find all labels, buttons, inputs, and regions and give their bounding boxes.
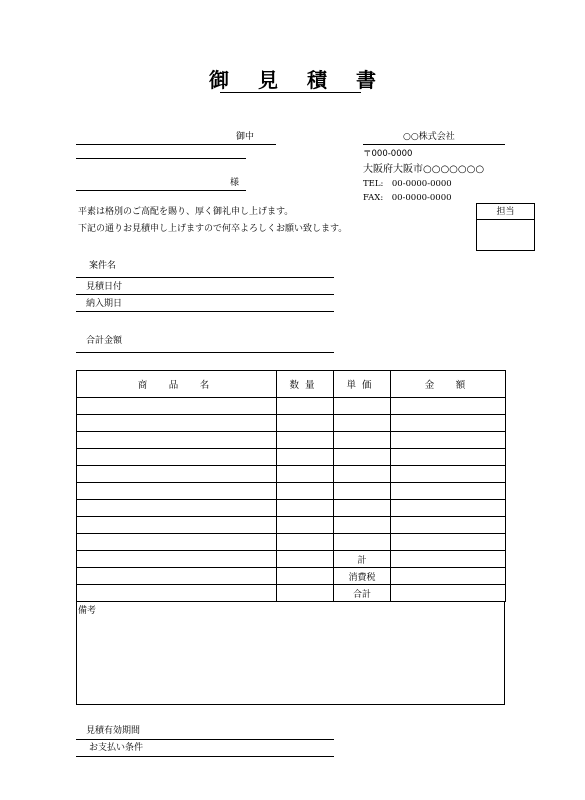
greeting-line-2: 下記の通りお見積申し上げますので何卒よろしくお願い致します。 <box>78 224 348 234</box>
table-row[interactable] <box>77 432 506 449</box>
tanto-divider <box>476 219 535 220</box>
header-item-name: 商 品 名 <box>77 371 277 398</box>
document-title <box>0 64 585 93</box>
recipient-line-2 <box>76 158 246 159</box>
header-amount: 金 額 <box>391 371 506 398</box>
subtotal-label: 計 <box>334 551 391 568</box>
mitsumori-date-line <box>76 294 334 295</box>
table-row[interactable] <box>77 398 506 415</box>
shiharai-label: お支払い条件 <box>89 743 144 753</box>
sama-label: 様 <box>230 178 240 188</box>
notes-box[interactable] <box>76 602 505 705</box>
company-fax: FAX: 00-0000-0000 <box>363 193 452 203</box>
table-row[interactable] <box>77 449 506 466</box>
goukei-label: 合計金額 <box>86 336 123 346</box>
title-char: 御 <box>209 68 230 92</box>
anken-line <box>76 277 334 278</box>
recipient-line-3 <box>76 190 246 191</box>
summary-row-total <box>77 585 506 602</box>
nounyu-label: 納入期日 <box>86 299 123 309</box>
title-underline <box>220 92 361 93</box>
onchu-label: 御中 <box>236 132 255 142</box>
table-row[interactable] <box>77 500 506 517</box>
tax-label: 消費税 <box>334 568 391 585</box>
table-header-row <box>77 371 506 398</box>
table-row[interactable] <box>77 466 506 483</box>
table-row[interactable] <box>77 483 506 500</box>
company-address: 大阪府大阪市○○○○○○○ <box>363 164 485 175</box>
table-row[interactable] <box>77 534 506 551</box>
recipient-line-1 <box>76 144 276 145</box>
total-label: 合計 <box>334 585 391 602</box>
company-underline <box>363 144 505 145</box>
title-char: 見 <box>258 68 279 92</box>
anken-label: 案件名 <box>89 261 117 271</box>
notes-label: 備考 <box>78 606 97 616</box>
goukei-line <box>76 352 334 353</box>
table-row[interactable] <box>77 415 506 432</box>
summary-row-tax <box>77 568 506 585</box>
tanto-label: 担当 <box>496 207 515 217</box>
shiharai-line <box>76 756 334 757</box>
header-quantity: 数量 <box>277 371 334 398</box>
mitsumori-date-label: 見積日付 <box>86 282 123 292</box>
greeting-line-1: 平素は格別のご高配を賜り、厚く御礼申し上げます。 <box>78 207 294 217</box>
company-postal: 〒000-0000 <box>363 149 413 159</box>
nounyu-line <box>76 311 334 312</box>
summary-row-subtotal <box>77 551 506 568</box>
yukou-label: 見積有効期間 <box>86 726 141 736</box>
items-table <box>76 370 506 602</box>
table-row[interactable] <box>77 517 506 534</box>
header-unit-price: 単価 <box>334 371 391 398</box>
title-char: 書 <box>355 68 376 92</box>
yukou-line <box>76 739 334 740</box>
company-tel: TEL: 00-0000-0000 <box>363 179 452 189</box>
company-name: ○○株式会社 <box>403 132 455 142</box>
title-char: 積 <box>306 68 327 92</box>
